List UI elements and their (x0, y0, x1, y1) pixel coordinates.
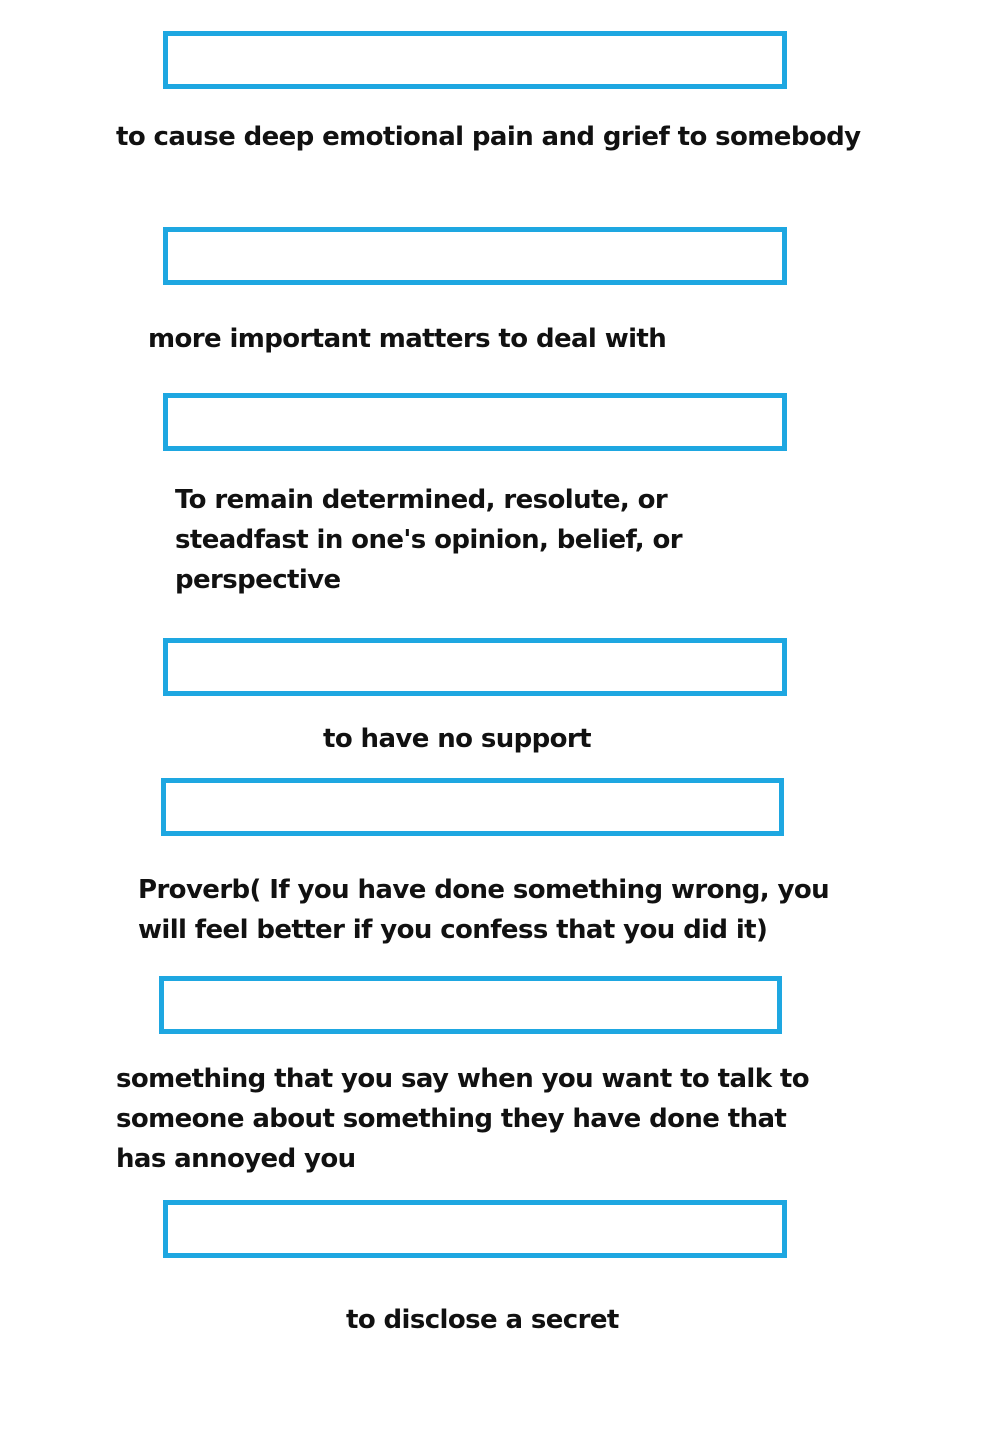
definition-1 (116, 117, 860, 157)
definition-line: to have no support (323, 724, 591, 754)
definition-3 (175, 480, 682, 600)
answer-input-7[interactable] (163, 1200, 787, 1258)
definition-5 (138, 870, 829, 950)
answer-input-6[interactable] (159, 976, 782, 1034)
definition-2 (148, 319, 666, 359)
definition-6 (116, 1059, 809, 1179)
definition-line: Proverb( If you have done something wrong, you (138, 875, 830, 905)
definition-7 (346, 1300, 619, 1340)
answer-input-4[interactable] (163, 638, 787, 696)
answer-input-1[interactable] (163, 31, 787, 89)
definition-line: has annoyed you (116, 1144, 356, 1174)
definition-line: To remain determined, resolute, or (175, 485, 668, 515)
answer-input-5[interactable] (161, 778, 784, 836)
answer-input-3[interactable] (163, 393, 787, 451)
definition-4 (323, 719, 591, 759)
definition-line: to cause deep emotional pain and grief to somebody (116, 122, 861, 152)
definition-line: someone about something they have done that (116, 1104, 787, 1134)
answer-input-2[interactable] (163, 227, 787, 285)
definition-line: to disclose a secret (346, 1305, 619, 1335)
definition-line: something that you say when you want to talk to (116, 1064, 809, 1094)
definition-line: will feel better if you confess that you did it) (138, 915, 768, 945)
definition-line: steadfast in one's opinion, belief, or (175, 525, 682, 555)
definition-line: more important matters to deal with (148, 324, 667, 354)
definition-line: perspective (175, 565, 341, 595)
